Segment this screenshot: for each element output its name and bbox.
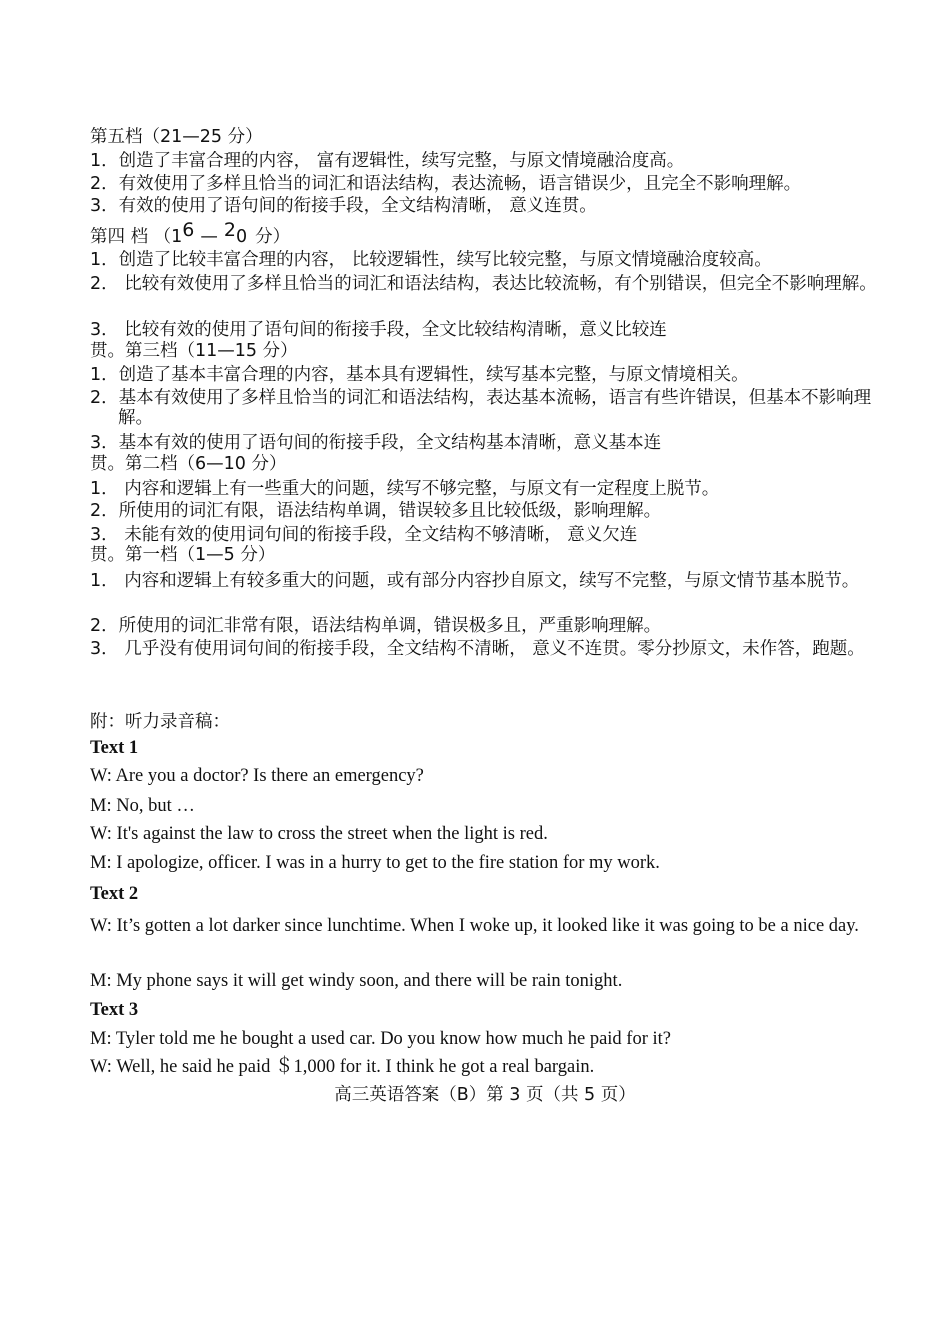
grade-4-item-2: 2． 比较有效使用了多样且恰当的词汇和语法结构，表达比较流畅，有个别错误，但完全不影响理解。 (90, 274, 877, 294)
grade-1-item-2: 2．所使用的词汇非常有限，语法结构单调，错误极多且，严重影响理解。 (90, 616, 662, 636)
grade-3-title: 贯。第三档（11—15 分） (90, 341, 298, 361)
grade-5-title: 第五档（21—25 分） (90, 127, 263, 147)
grade-2-title: 贯。第二档（6—10 分） (90, 454, 287, 474)
grade-3-item-2: 2．基本有效使用了多样且恰当的词汇和语法结构，表达基本流畅，语言有些许错误，但基本不影响理解。 (90, 388, 872, 428)
text-1-line-1: W: Are you a doctor? Is there an emergency? (90, 766, 424, 786)
text-1-line-2: M: No, but … (90, 796, 195, 816)
text-3-line-2: W: Well, he said he paid ＄1,000 for it. I think he got a real bargain. (90, 1057, 595, 1077)
grade-5-item-3: 3．有效的使用了语句间的衔接手段，全文结构清晰， 意义连贯。 (90, 196, 597, 216)
grade-2-item-3: 3． 未能有效的使用词句间的衔接手段，全文结构不够清晰， 意义欠连 (90, 525, 638, 545)
text-3-line-1: M: Tyler told me he bought a used car. Do you know how much he paid for it? (90, 1029, 671, 1049)
grade-2-item-2: 2．所使用的词汇有限，语法结构单调，错误较多且比较低级，影响理解。 (90, 501, 662, 521)
grade-5-item-2: 2．有效使用了多样且恰当的词汇和语法结构，表达流畅，语言错误少，且完全不影响理解。 (90, 174, 802, 194)
grade-1-item-1: 1． 内容和逻辑上有较多重大的问题，或有部分内容抄自原文，续写不完整，与原文情节基本脱节。 (90, 571, 860, 591)
grade-1-title: 贯。第一档（1—5 分） (90, 545, 276, 565)
text-1-line-3: W: It's against the law to cross the street when the light is red. (90, 824, 548, 844)
grade-3-item-1: 1．创造了基本丰富合理的内容，基本具有逻辑性，续写基本完整，与原文情境相关。 (90, 365, 749, 385)
text-1-title: Text 1 (90, 738, 139, 758)
text-2-line-1: W: It’s gotten a lot darker since lunchtime. When I woke up, it looked like it was going to be a nice day. (90, 916, 859, 936)
grade-4-title: 第四 档 （16 — 20 分） (90, 219, 291, 247)
grade-5-item-1: 1．创造了丰富合理的内容， 富有逻辑性，续写完整，与原文情境融洽度高。 (90, 151, 685, 171)
grade-4-item-3: 3． 比较有效的使用了语句间的衔接手段，全文比较结构清晰，意义比较连 (90, 320, 667, 340)
grade-4-item-1: 1．创造了比较丰富合理的内容， 比较逻辑性，续写比较完整，与原文情境融洽度较高。 (90, 250, 772, 270)
grade-1-item-3: 3． 几乎没有使用词句间的衔接手段，全文结构不清晰， 意义不连贯。零分抄原文，未作答，跑题。 (90, 639, 865, 659)
page-footer: 高三英语答案（B）第 3 页（共 5 页） (334, 1085, 636, 1105)
text-1-line-4: M: I apologize, officer. I was in a hurry to get to the fire station for my work. (90, 853, 660, 873)
grade-2-item-1: 1． 内容和逻辑上有一些重大的问题，续写不够完整，与原文有一定程度上脱节。 (90, 479, 720, 499)
grade-3-item-3: 3．基本有效的使用了语句间的衔接手段，全文结构基本清晰，意义基本连 (90, 433, 662, 453)
text-3-title: Text 3 (90, 1000, 139, 1020)
text-2-line-2: M: My phone says it will get windy soon, and there will be rain tonight. (90, 971, 623, 991)
transcript-heading: 附：听力录音稿： (90, 712, 230, 732)
text-2-title: Text 2 (90, 884, 139, 904)
